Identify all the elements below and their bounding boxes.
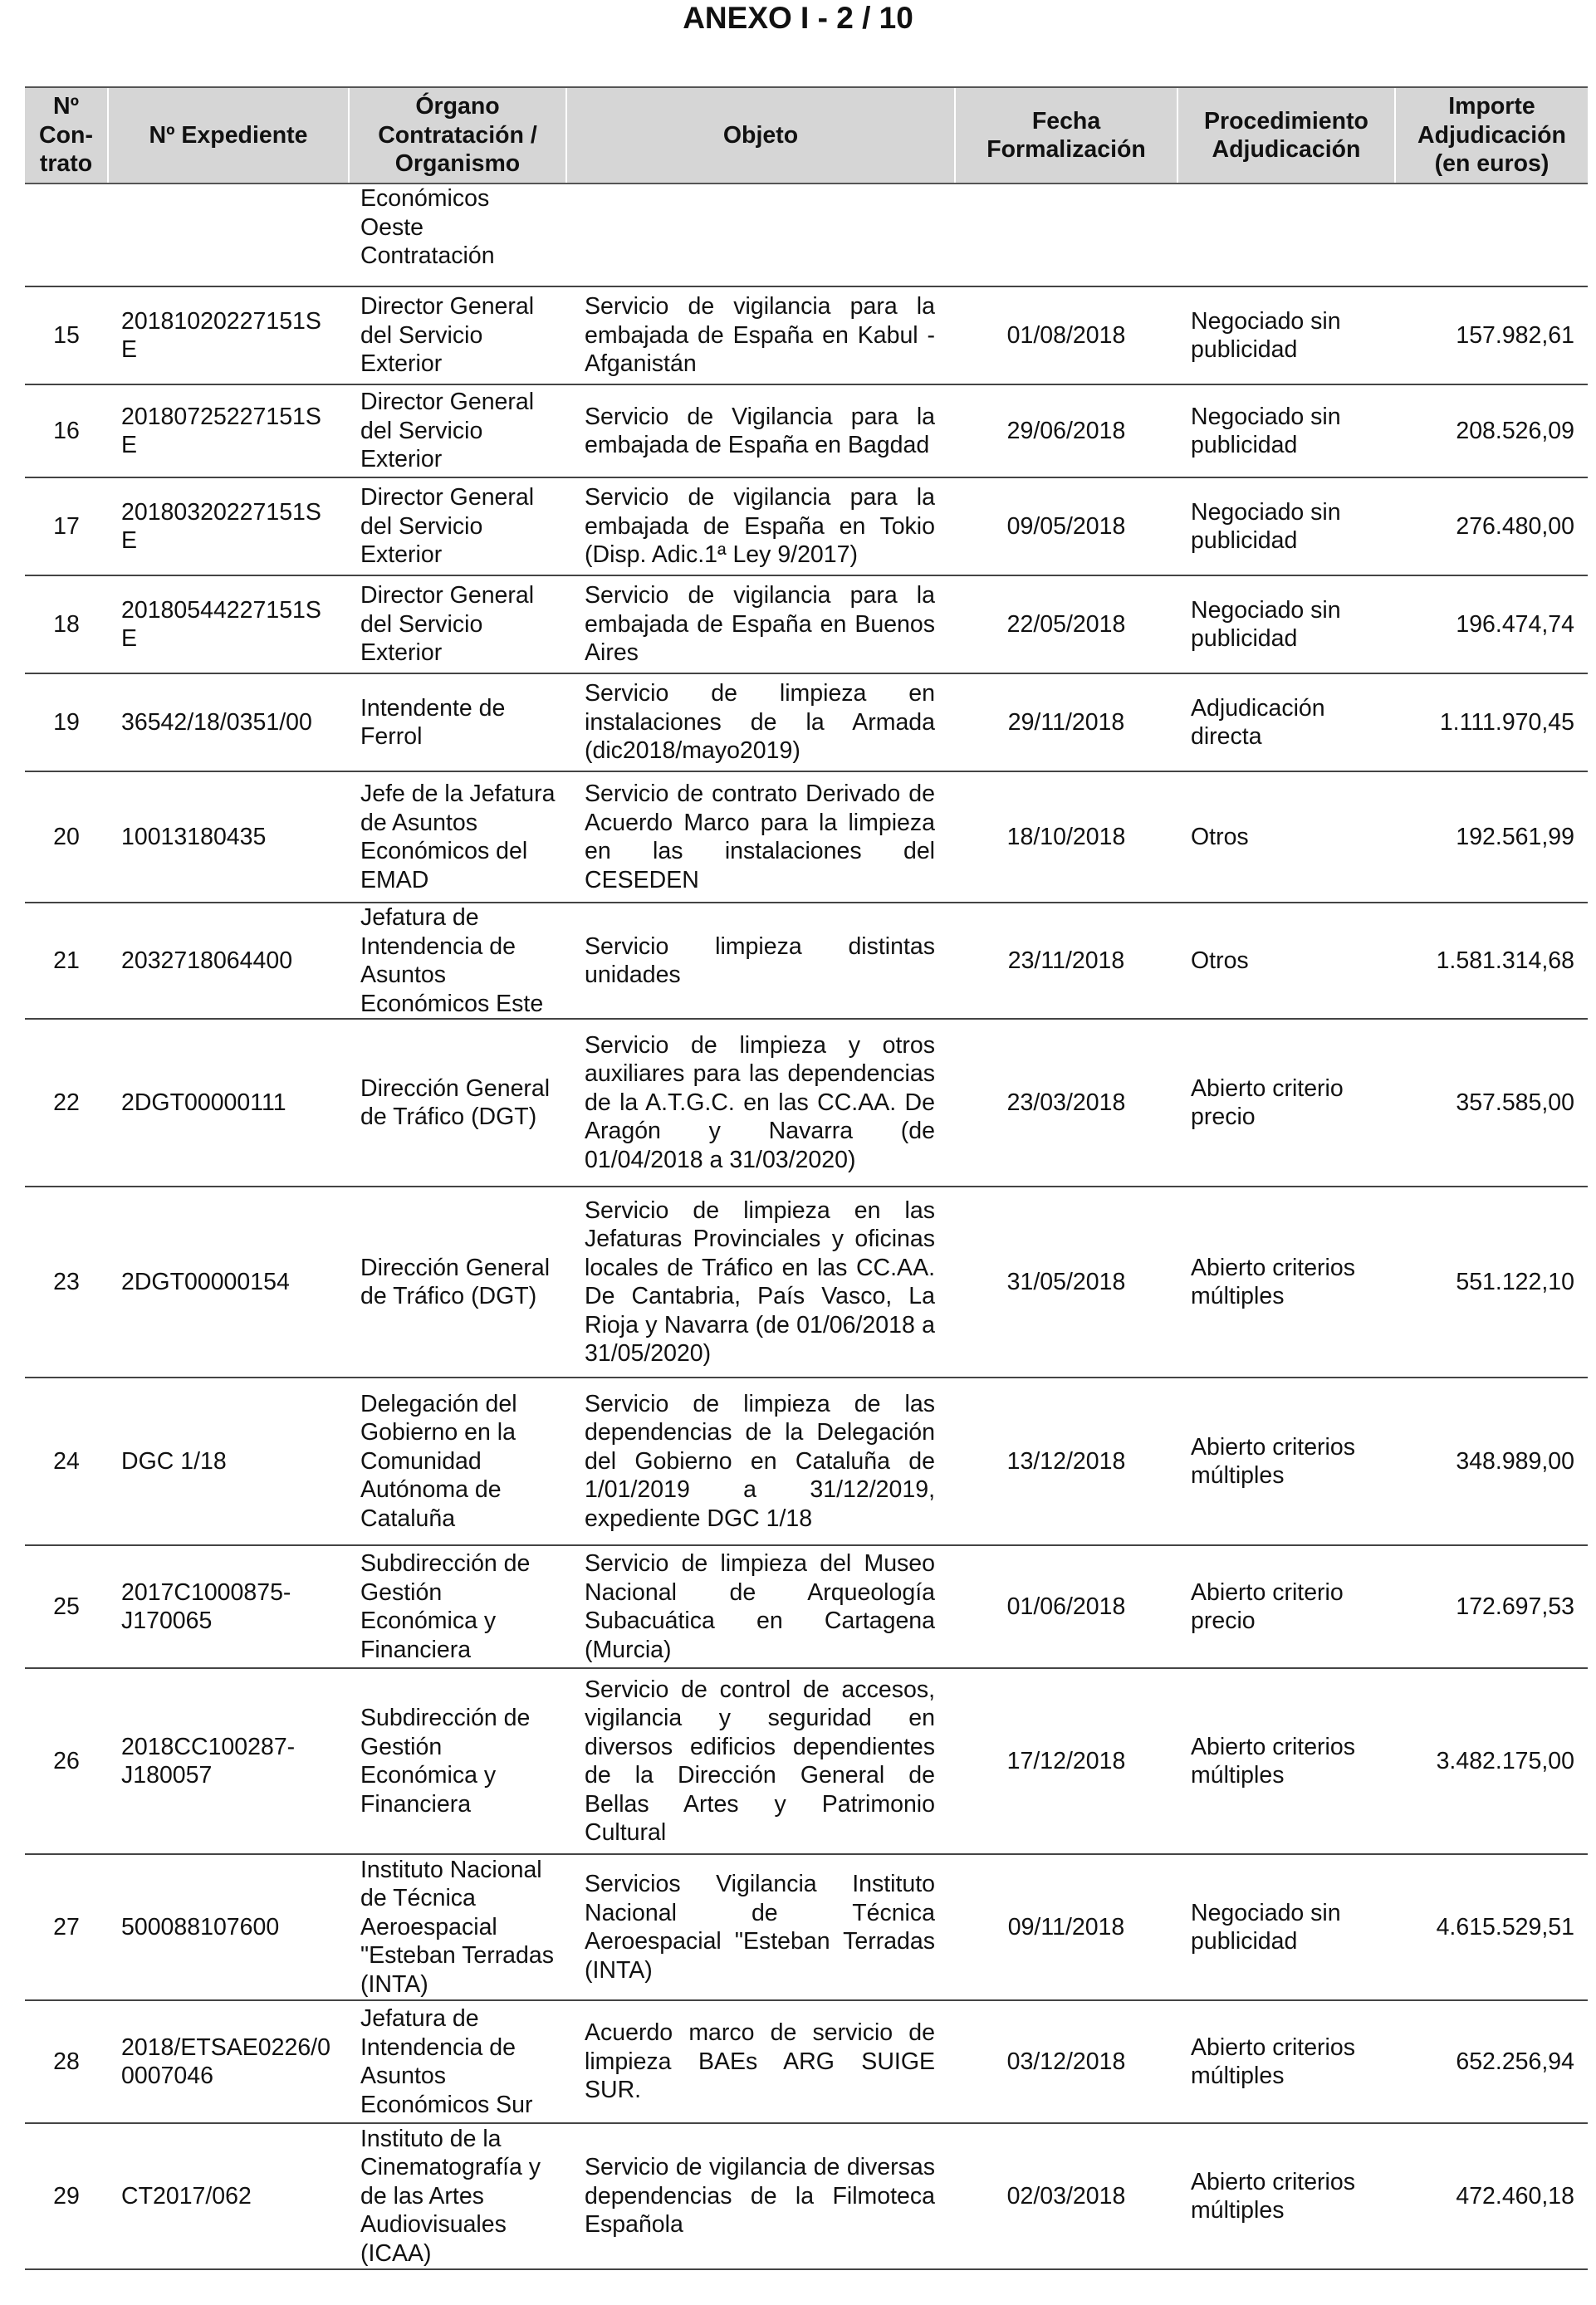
cell-organo: Jefatura de Intendencia de Asuntos Económicos Este [349, 903, 566, 1019]
cell-organo: Instituto Nacional de Técnica Aeroespacial "Esteban Terradas (INTA) [349, 1854, 566, 2000]
cell-procedimiento: Abierto criterio precio [1177, 1545, 1395, 1668]
cell-expediente: 2DGT00000154 [108, 1187, 349, 1378]
cell-importe: 348.989,00 [1395, 1378, 1588, 1545]
continuation-row [25, 184, 1588, 286]
cell-fecha: 03/12/2018 [955, 2000, 1177, 2123]
table-row [25, 771, 1588, 903]
table-row [25, 575, 1588, 673]
cell-fecha: 18/10/2018 [955, 771, 1177, 903]
cell-fecha: 29/06/2018 [955, 384, 1177, 477]
cell-organo: Director General del Servicio Exterior [349, 575, 566, 673]
cell-num: 23 [25, 1187, 108, 1378]
cell-organo: Intendente de Ferrol [349, 673, 566, 771]
table-row [25, 2123, 1588, 2269]
cell-expediente: 2018/ETSAE0226/0 0007046 [108, 2000, 349, 2123]
cell-objeto: Servicio de limpieza del Museo Nacional de Arqueología Subacuática en Cartagena (Murcia) [566, 1545, 955, 1668]
cell-expediente: 2017C1000875-J170065 [108, 1545, 349, 1668]
contracts-table [25, 86, 1588, 2270]
cell-procedimiento: Abierto criterios múltiples [1177, 1378, 1395, 1545]
table-row [25, 1545, 1588, 1668]
cell-fecha: 22/05/2018 [955, 575, 1177, 673]
cell-objeto: Acuerdo marco de servicio de limpieza BAEs ARG SUIGE SUR. [566, 2000, 955, 2123]
cell-procedimiento: Abierto criterios múltiples [1177, 1668, 1395, 1854]
cell-num: 17 [25, 477, 108, 575]
cell-organo: Instituto de la Cinematografía y de las Artes Audiovisuales (ICAA) [349, 2123, 566, 2269]
cell-num: 25 [25, 1545, 108, 1668]
cell-organo: Subdirección de Gestión Económica y Financiera [349, 1545, 566, 1668]
cell-num: 16 [25, 384, 108, 477]
cell-num: 21 [25, 903, 108, 1019]
cell-objeto: Servicio de contrato Derivado de Acuerdo Marco para la limpieza en las instalaciones del CESEDEN [566, 771, 955, 903]
header-fecha: Fecha Formalización [955, 87, 1177, 184]
cell-expediente: 2032718064400 [108, 903, 349, 1019]
table-row [25, 673, 1588, 771]
cell-organo: Económicos Oeste Contratación [349, 184, 566, 286]
table-row [25, 1187, 1588, 1378]
cell-fecha: 23/03/2018 [955, 1019, 1177, 1187]
header-procedimiento: Procedimiento Adjudicación [1177, 87, 1395, 184]
cell-procedimiento: Otros [1177, 903, 1395, 1019]
table-row [25, 1019, 1588, 1187]
header-num: Nº Con- trato [25, 87, 108, 184]
cell-objeto [566, 184, 955, 286]
header-importe: Importe Adjudicación (en euros) [1395, 87, 1588, 184]
cell-num: 28 [25, 2000, 108, 2123]
cell-organo: Director General del Servicio Exterior [349, 477, 566, 575]
cell-fecha: 09/11/2018 [955, 1854, 1177, 2000]
cell-importe: 157.982,61 [1395, 286, 1588, 384]
cell-procedimiento: Negociado sin publicidad [1177, 477, 1395, 575]
cell-importe: 652.256,94 [1395, 2000, 1588, 2123]
cell-expediente [108, 184, 349, 286]
header-objeto: Objeto [566, 87, 955, 184]
cell-importe: 4.615.529,51 [1395, 1854, 1588, 2000]
cell-procedimiento: Abierto criterios múltiples [1177, 1187, 1395, 1378]
cell-expediente: 2DGT00000111 [108, 1019, 349, 1187]
table-row [25, 1378, 1588, 1545]
cell-importe: 172.697,53 [1395, 1545, 1588, 1668]
cell-importe: 1.581.314,68 [1395, 903, 1588, 1019]
page-title: ANEXO I - 2 / 10 [683, 1, 913, 35]
cell-importe: 3.482.175,00 [1395, 1668, 1588, 1854]
cell-expediente: CT2017/062 [108, 2123, 349, 2269]
cell-fecha: 01/06/2018 [955, 1545, 1177, 1668]
cell-num: 26 [25, 1668, 108, 1854]
table-row [25, 2000, 1588, 2123]
table-row [25, 477, 1588, 575]
cell-procedimiento: Abierto criterio precio [1177, 1019, 1395, 1187]
cell-organo: Director General del Servicio Exterior [349, 286, 566, 384]
cell-fecha: 29/11/2018 [955, 673, 1177, 771]
cell-objeto: Servicio de vigilancia de diversas dependencias de la Filmoteca Española [566, 2123, 955, 2269]
cell-objeto: Servicio de control de accesos, vigilancia y seguridad en diversos edificios dependientes de la Dirección General de Bellas Artes y Patrimonio Cultural [566, 1668, 955, 1854]
cell-fecha: 01/08/2018 [955, 286, 1177, 384]
cell-organo: Subdirección de Gestión Económica y Financiera [349, 1668, 566, 1854]
cell-objeto: Servicio de vigilancia para la embajada de España en Kabul - Afganistán [566, 286, 955, 384]
cell-procedimiento [1177, 184, 1395, 286]
cell-num: 22 [25, 1019, 108, 1187]
cell-expediente: 36542/18/0351/00 [108, 673, 349, 771]
table-row [25, 286, 1588, 384]
cell-importe: 357.585,00 [1395, 1019, 1588, 1187]
cell-objeto: Servicio de limpieza en instalaciones de la Armada (dic2018/mayo2019) [566, 673, 955, 771]
cell-num: 27 [25, 1854, 108, 2000]
cell-procedimiento: Abierto criterios múltiples [1177, 2123, 1395, 2269]
cell-expediente: 20180320227151S E [108, 477, 349, 575]
cell-expediente: 20180725227151S E [108, 384, 349, 477]
cell-procedimiento: Negociado sin publicidad [1177, 384, 1395, 477]
cell-importe: 472.460,18 [1395, 2123, 1588, 2269]
cell-expediente: 10013180435 [108, 771, 349, 903]
cell-importe: 192.561,99 [1395, 771, 1588, 903]
cell-objeto: Servicios Vigilancia Instituto Nacional de Técnica Aeroespacial "Esteban Terradas (INTA) [566, 1854, 955, 2000]
cell-objeto: Servicio de limpieza de las dependencias de la Delegación del Gobierno en Cataluña de 1/01/2019 a 31/12/2019, expediente DGC 1/18 [566, 1378, 955, 1545]
cell-num: 15 [25, 286, 108, 384]
cell-objeto: Servicio de limpieza y otros auxiliares para las dependencias de la A.T.G.C. en las CC.AA. De Aragón y Navarra (de 01/04/2018 a 31/03/2020) [566, 1019, 955, 1187]
header-organo: Órgano Contratación / Organismo [349, 87, 566, 184]
cell-expediente: 500088107600 [108, 1854, 349, 2000]
cell-procedimiento: Negociado sin publicidad [1177, 286, 1395, 384]
cell-procedimiento: Negociado sin publicidad [1177, 1854, 1395, 2000]
cell-organo: Jefe de la Jefatura de Asuntos Económicos del EMAD [349, 771, 566, 903]
table-row [25, 1668, 1588, 1854]
cell-num [25, 184, 108, 286]
cell-organo: Dirección General de Tráfico (DGT) [349, 1187, 566, 1378]
cell-fecha: 23/11/2018 [955, 903, 1177, 1019]
cell-procedimiento: Otros [1177, 771, 1395, 903]
cell-organo: Dirección General de Tráfico (DGT) [349, 1019, 566, 1187]
table-row [25, 903, 1588, 1019]
cell-organo: Delegación del Gobierno en la Comunidad Autónoma de Cataluña [349, 1378, 566, 1545]
table-header-row [25, 87, 1588, 184]
cell-procedimiento: Adjudicación directa [1177, 673, 1395, 771]
cell-importe [1395, 184, 1588, 286]
cell-procedimiento: Negociado sin publicidad [1177, 575, 1395, 673]
cell-importe: 196.474,74 [1395, 575, 1588, 673]
cell-expediente: 20180544227151S E [108, 575, 349, 673]
cell-expediente: 2018CC100287-J180057 [108, 1668, 349, 1854]
table-row [25, 1854, 1588, 2000]
cell-importe: 551.122,10 [1395, 1187, 1588, 1378]
cell-organo: Jefatura de Intendencia de Asuntos Económicos Sur [349, 2000, 566, 2123]
cell-num: 24 [25, 1378, 108, 1545]
cell-organo: Director General del Servicio Exterior [349, 384, 566, 477]
cell-objeto: Servicio limpieza distintas unidades [566, 903, 955, 1019]
cell-num: 29 [25, 2123, 108, 2269]
cell-fecha: 31/05/2018 [955, 1187, 1177, 1378]
cell-num: 20 [25, 771, 108, 903]
cell-importe: 1.111.970,45 [1395, 673, 1588, 771]
cell-num: 19 [25, 673, 108, 771]
header-expediente: Nº Expediente [108, 87, 349, 184]
table-row [25, 384, 1588, 477]
cell-objeto: Servicio de vigilancia para la embajada de España en Tokio (Disp. Adic.1ª Ley 9/2017) [566, 477, 955, 575]
cell-fecha: 09/05/2018 [955, 477, 1177, 575]
cell-objeto: Servicio de vigilancia para la embajada de España en Buenos Aires [566, 575, 955, 673]
cell-importe: 208.526,09 [1395, 384, 1588, 477]
cell-fecha: 13/12/2018 [955, 1378, 1177, 1545]
cell-fecha: 17/12/2018 [955, 1668, 1177, 1854]
cell-objeto: Servicio de Vigilancia para la embajada de España en Bagdad [566, 384, 955, 477]
cell-importe: 276.480,00 [1395, 477, 1588, 575]
cell-fecha: 02/03/2018 [955, 2123, 1177, 2269]
cell-expediente: 20181020227151S E [108, 286, 349, 384]
cell-objeto: Servicio de limpieza en las Jefaturas Provinciales y oficinas locales de Tráfico en las CC.AA. De Cantabria, País Vasco, La Rioja y Navarra (de 01/06/2018 a 31/05/2020) [566, 1187, 955, 1378]
cell-procedimiento: Abierto criterios múltiples [1177, 2000, 1395, 2123]
cell-num: 18 [25, 575, 108, 673]
cell-fecha [955, 184, 1177, 286]
cell-expediente: DGC 1/18 [108, 1378, 349, 1545]
